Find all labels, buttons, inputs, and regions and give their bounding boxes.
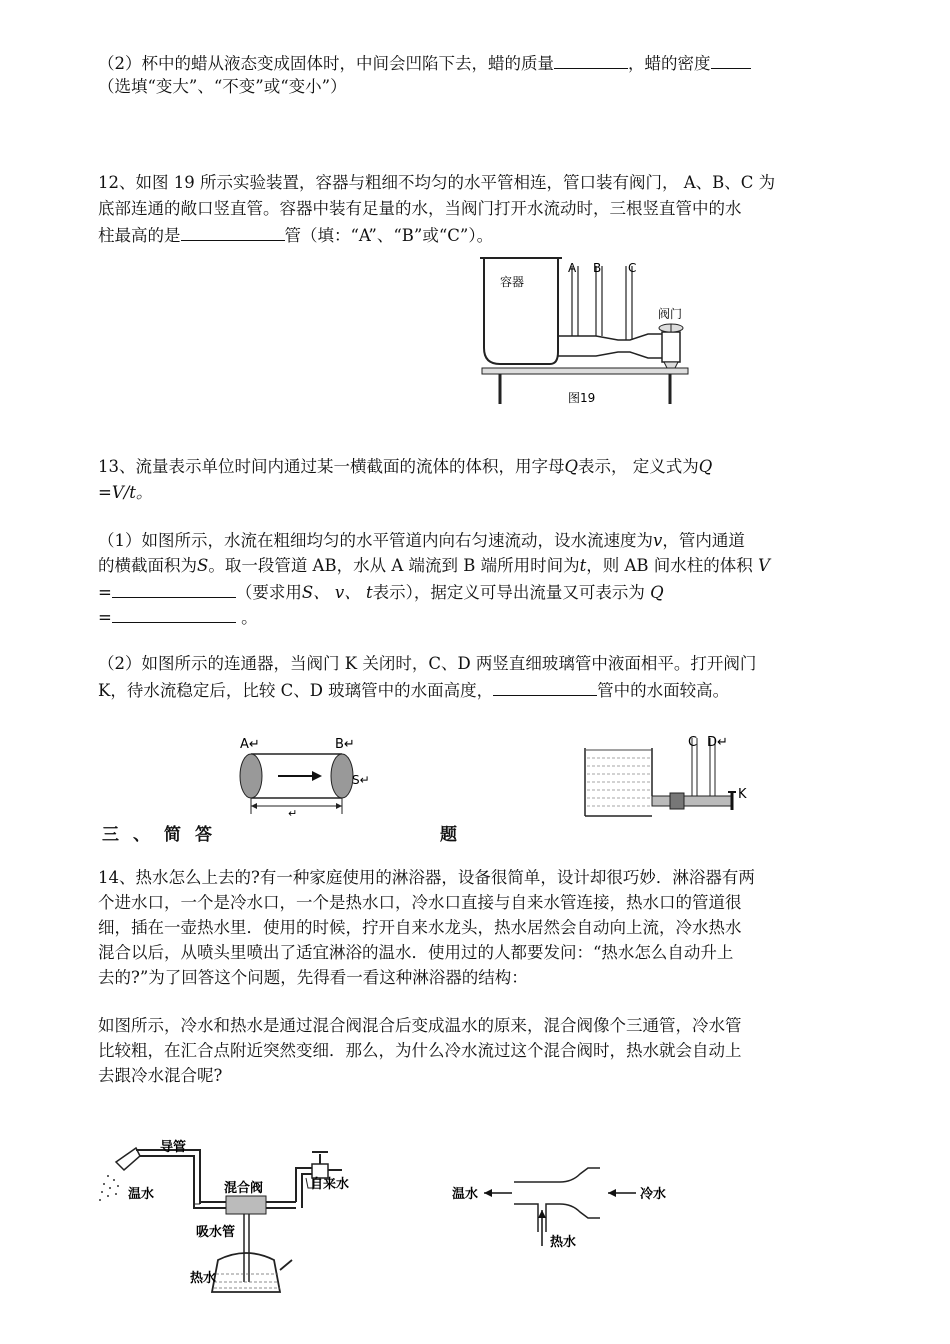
tube-c-label: C [688, 735, 698, 750]
figure-pipe-ab [232, 734, 370, 822]
suction-pipe-label: 吸水管 [196, 1225, 236, 1240]
section-heading: 三 、 简 答 题 [102, 825, 457, 845]
figure-shower-system [96, 1132, 376, 1297]
guide-pipe-label: 导管 [160, 1140, 187, 1155]
q11-p2-line2: （选填“变大”、“不变”或“变小”） [98, 77, 347, 96]
tube-b-label: B [593, 261, 602, 275]
area-s-label: S↵ [352, 773, 370, 787]
q14-para2-line2: 比较粗，在汇合点附近突然变细．那么，为什么冷水流过这个混合阀时，热水就会自动上 [98, 1041, 742, 1060]
q14-line5: 去的?”为了回答这个问题，先得看一看这种淋浴器的结构： [98, 968, 528, 987]
answer-blank[interactable] [554, 50, 628, 69]
tap-water-label: 自来水 [310, 1177, 350, 1192]
end-a-label: A↵ [240, 737, 260, 752]
q14-para2-line1: 如图所示，冷水和热水是通过混合阀混合后变成温水的原来，混合阀像个三通管，冷水管 [98, 1016, 742, 1035]
container-label: 容器 [500, 275, 525, 289]
answer-blank[interactable] [112, 604, 236, 623]
valve-k-label: K [738, 787, 747, 802]
q14-line2: 个进水口，一个是冷水口，一个是热水口，冷水口直接与自来水管连接，热水口的管道很 [98, 893, 742, 912]
figure-caption: 图19 [568, 391, 596, 405]
q11-p2-line1: （2）杯中的蜡从液态变成固体时，中间会凹陷下去，蜡的质量 ，蜡的密度 [98, 50, 751, 76]
figure-connected-vessel [582, 734, 754, 822]
q13-p1-line2: 的横截面积为S。取一段管道 AB，水从 A 端流到 B 端所用时间为t，则 AB 间水柱的体积 V [98, 556, 770, 575]
q13-p2-line1: （2）如图所示的连通器，当阀门 K 关闭时，C、D 两竖直细玻璃管中液面相平。打开阀门 [98, 654, 757, 673]
q12-line1: 12、如图 19 所示实验装置，容器与粗细不均匀的水平管相连，管口装有阀门， A、B、C 为 [98, 173, 776, 192]
q13-p2-line2: K，待水流稳定后，比较 C、D 玻璃管中的水面高度， 管中的水面较高。 [98, 677, 729, 703]
answer-blank[interactable] [493, 677, 597, 696]
answer-blank[interactable] [112, 579, 236, 598]
tube-a-label: A [568, 261, 577, 275]
q13-p1-line3: = （要求用S、 v、 t表示），据定义可导出流量又可表示为 Q [98, 579, 664, 605]
hot-water-label: 热水 [550, 1235, 577, 1250]
q14-line4: 混合以后，从喷头里喷出了适宜淋浴的温水．使用过的人都要发问：“热水怎么自动升上 [98, 943, 734, 962]
q12-line3: 柱最高的是 管（填：“A”、“B”或“C”）。 [98, 222, 493, 248]
warm-water-label: 温水 [128, 1187, 155, 1202]
mixing-valve-label: 混合阀 [224, 1181, 264, 1196]
tube-d-label: D↵ [707, 735, 728, 750]
answer-blank[interactable] [181, 222, 285, 241]
q13-p1-line1: （1）如图所示，水流在粗细均匀的水平管道内向右匀速流动，设水流速度为v，管内通道 [98, 531, 745, 550]
q14-para2-line3: 去跟冷水混合呢? [98, 1066, 223, 1085]
figure-19 [478, 252, 708, 410]
return-mark: ↵ [288, 807, 298, 820]
warm-water-label: 温水 [452, 1187, 479, 1202]
tube-c-label: C [628, 261, 637, 275]
q13-line2: =V/t。 [98, 483, 153, 502]
valve-label: 阀门 [658, 307, 683, 321]
q13-line1: 13、流量表示单位时间内通过某一横截面的流体的体积，用字母Q表示， 定义式为Q [98, 457, 713, 476]
end-b-label: B↵ [335, 737, 355, 752]
q14-line1: 14、热水怎么上去的?有一种家庭使用的淋浴器，设备很简单，设计却很巧妙．淋浴器有两 [98, 868, 755, 887]
figure-mixing-valve-detail [450, 1160, 680, 1255]
answer-blank[interactable] [711, 50, 751, 69]
hot-water-label: 热水 [190, 1271, 217, 1286]
q12-line2: 底部连通的敞口竖直管。容器中装有足量的水，当阀门打开水流动时，三根竖直管中的水 [98, 199, 742, 218]
cold-water-label: 冷水 [640, 1187, 667, 1202]
q13-p1-line4: = 。 [98, 604, 258, 630]
q14-line3: 细，插在一壶热水里．使用的时候，拧开自来水龙头，热水居然会自动向上流，冷水热水 [98, 918, 742, 937]
